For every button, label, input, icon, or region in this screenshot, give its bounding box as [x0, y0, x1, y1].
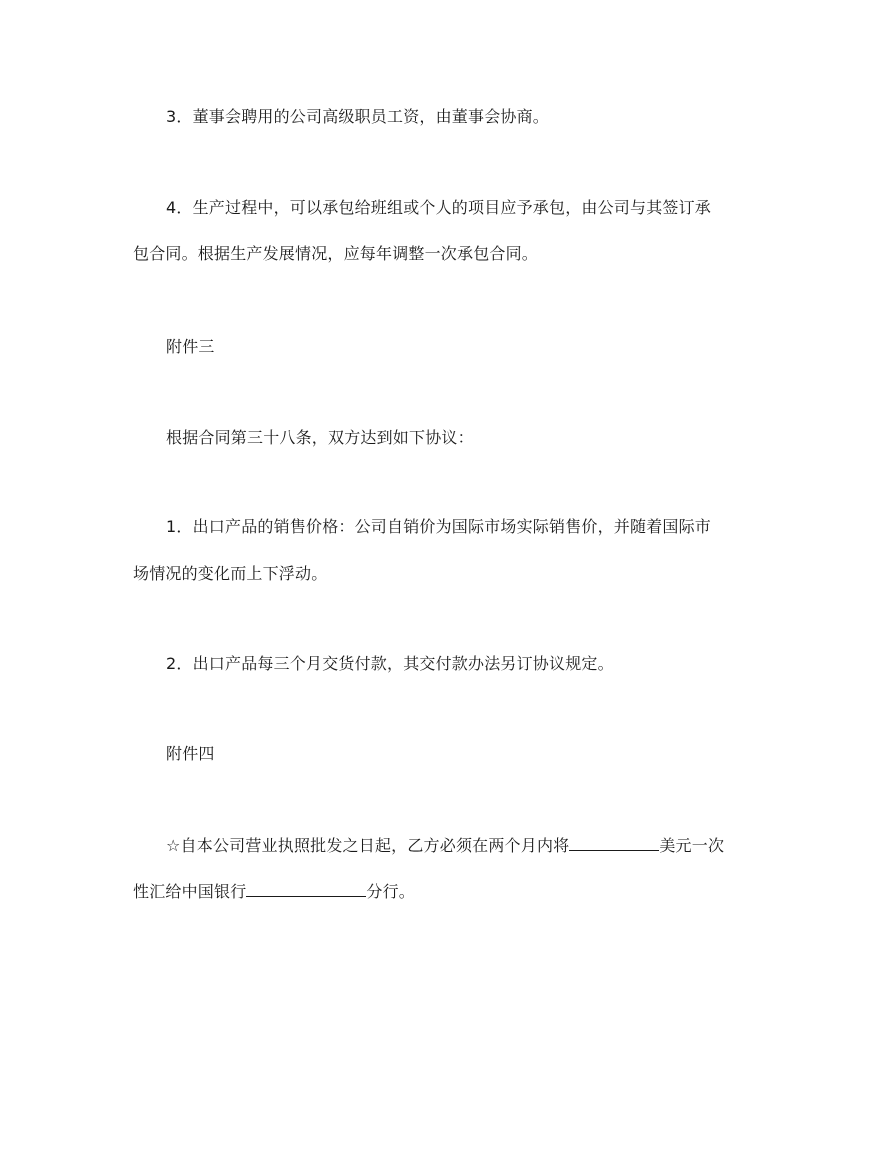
annex-3-item-1-line-2: 场情况的变化而上下浮动。	[133, 564, 328, 583]
item-4-line-2: 包合同。根据生产发展情况，应每年调整一次承包合同。	[133, 244, 539, 263]
annex-3-item-2-number: 2．	[166, 654, 193, 673]
annex-4-heading: 附件四	[166, 744, 215, 763]
usd-amount-blank	[569, 835, 659, 851]
annex-3-item-1-number: 1．	[166, 517, 193, 536]
annex-4-text-1b: 美元一次	[659, 836, 725, 855]
item-3-number: 3．	[166, 107, 193, 126]
item-4-text-1: 生产过程中，可以承包给班组或个人的项目应予承包，由公司与其签订承	[192, 198, 711, 217]
bank-branch-blank	[246, 881, 366, 897]
annex-4-text-2b: 分行。	[366, 882, 416, 901]
annex-3-heading: 附件三	[166, 337, 215, 356]
annex-3-item-2	[166, 654, 614, 674]
item-3	[166, 107, 549, 127]
item-3-text: 董事会聘用的公司高级职员工资，由董事会协商。	[192, 107, 549, 126]
annex-4-line-1	[166, 835, 724, 856]
item-4-line-1	[166, 198, 711, 218]
item-4-number: 4．	[166, 198, 193, 217]
annex-4-text-2a: 性汇给中国银行	[133, 882, 247, 901]
annex-3-item-2-text: 出口产品每三个月交货付款，其交付款办法另订协议规定。	[192, 654, 614, 673]
annex-4-line-2	[133, 881, 415, 902]
annex-3-item-1-line-1	[166, 517, 711, 537]
annex-3-intro: 根据合同第三十八条，双方达到如下协议：	[166, 428, 474, 447]
annex-3-item-1-text-1: 出口产品的销售价格：公司自销价为国际市场实际销售价，并随着国际市	[192, 517, 711, 536]
annex-4-text-1a: ☆自本公司营业执照批发之日起，乙方必须在两个月内将	[166, 836, 570, 855]
